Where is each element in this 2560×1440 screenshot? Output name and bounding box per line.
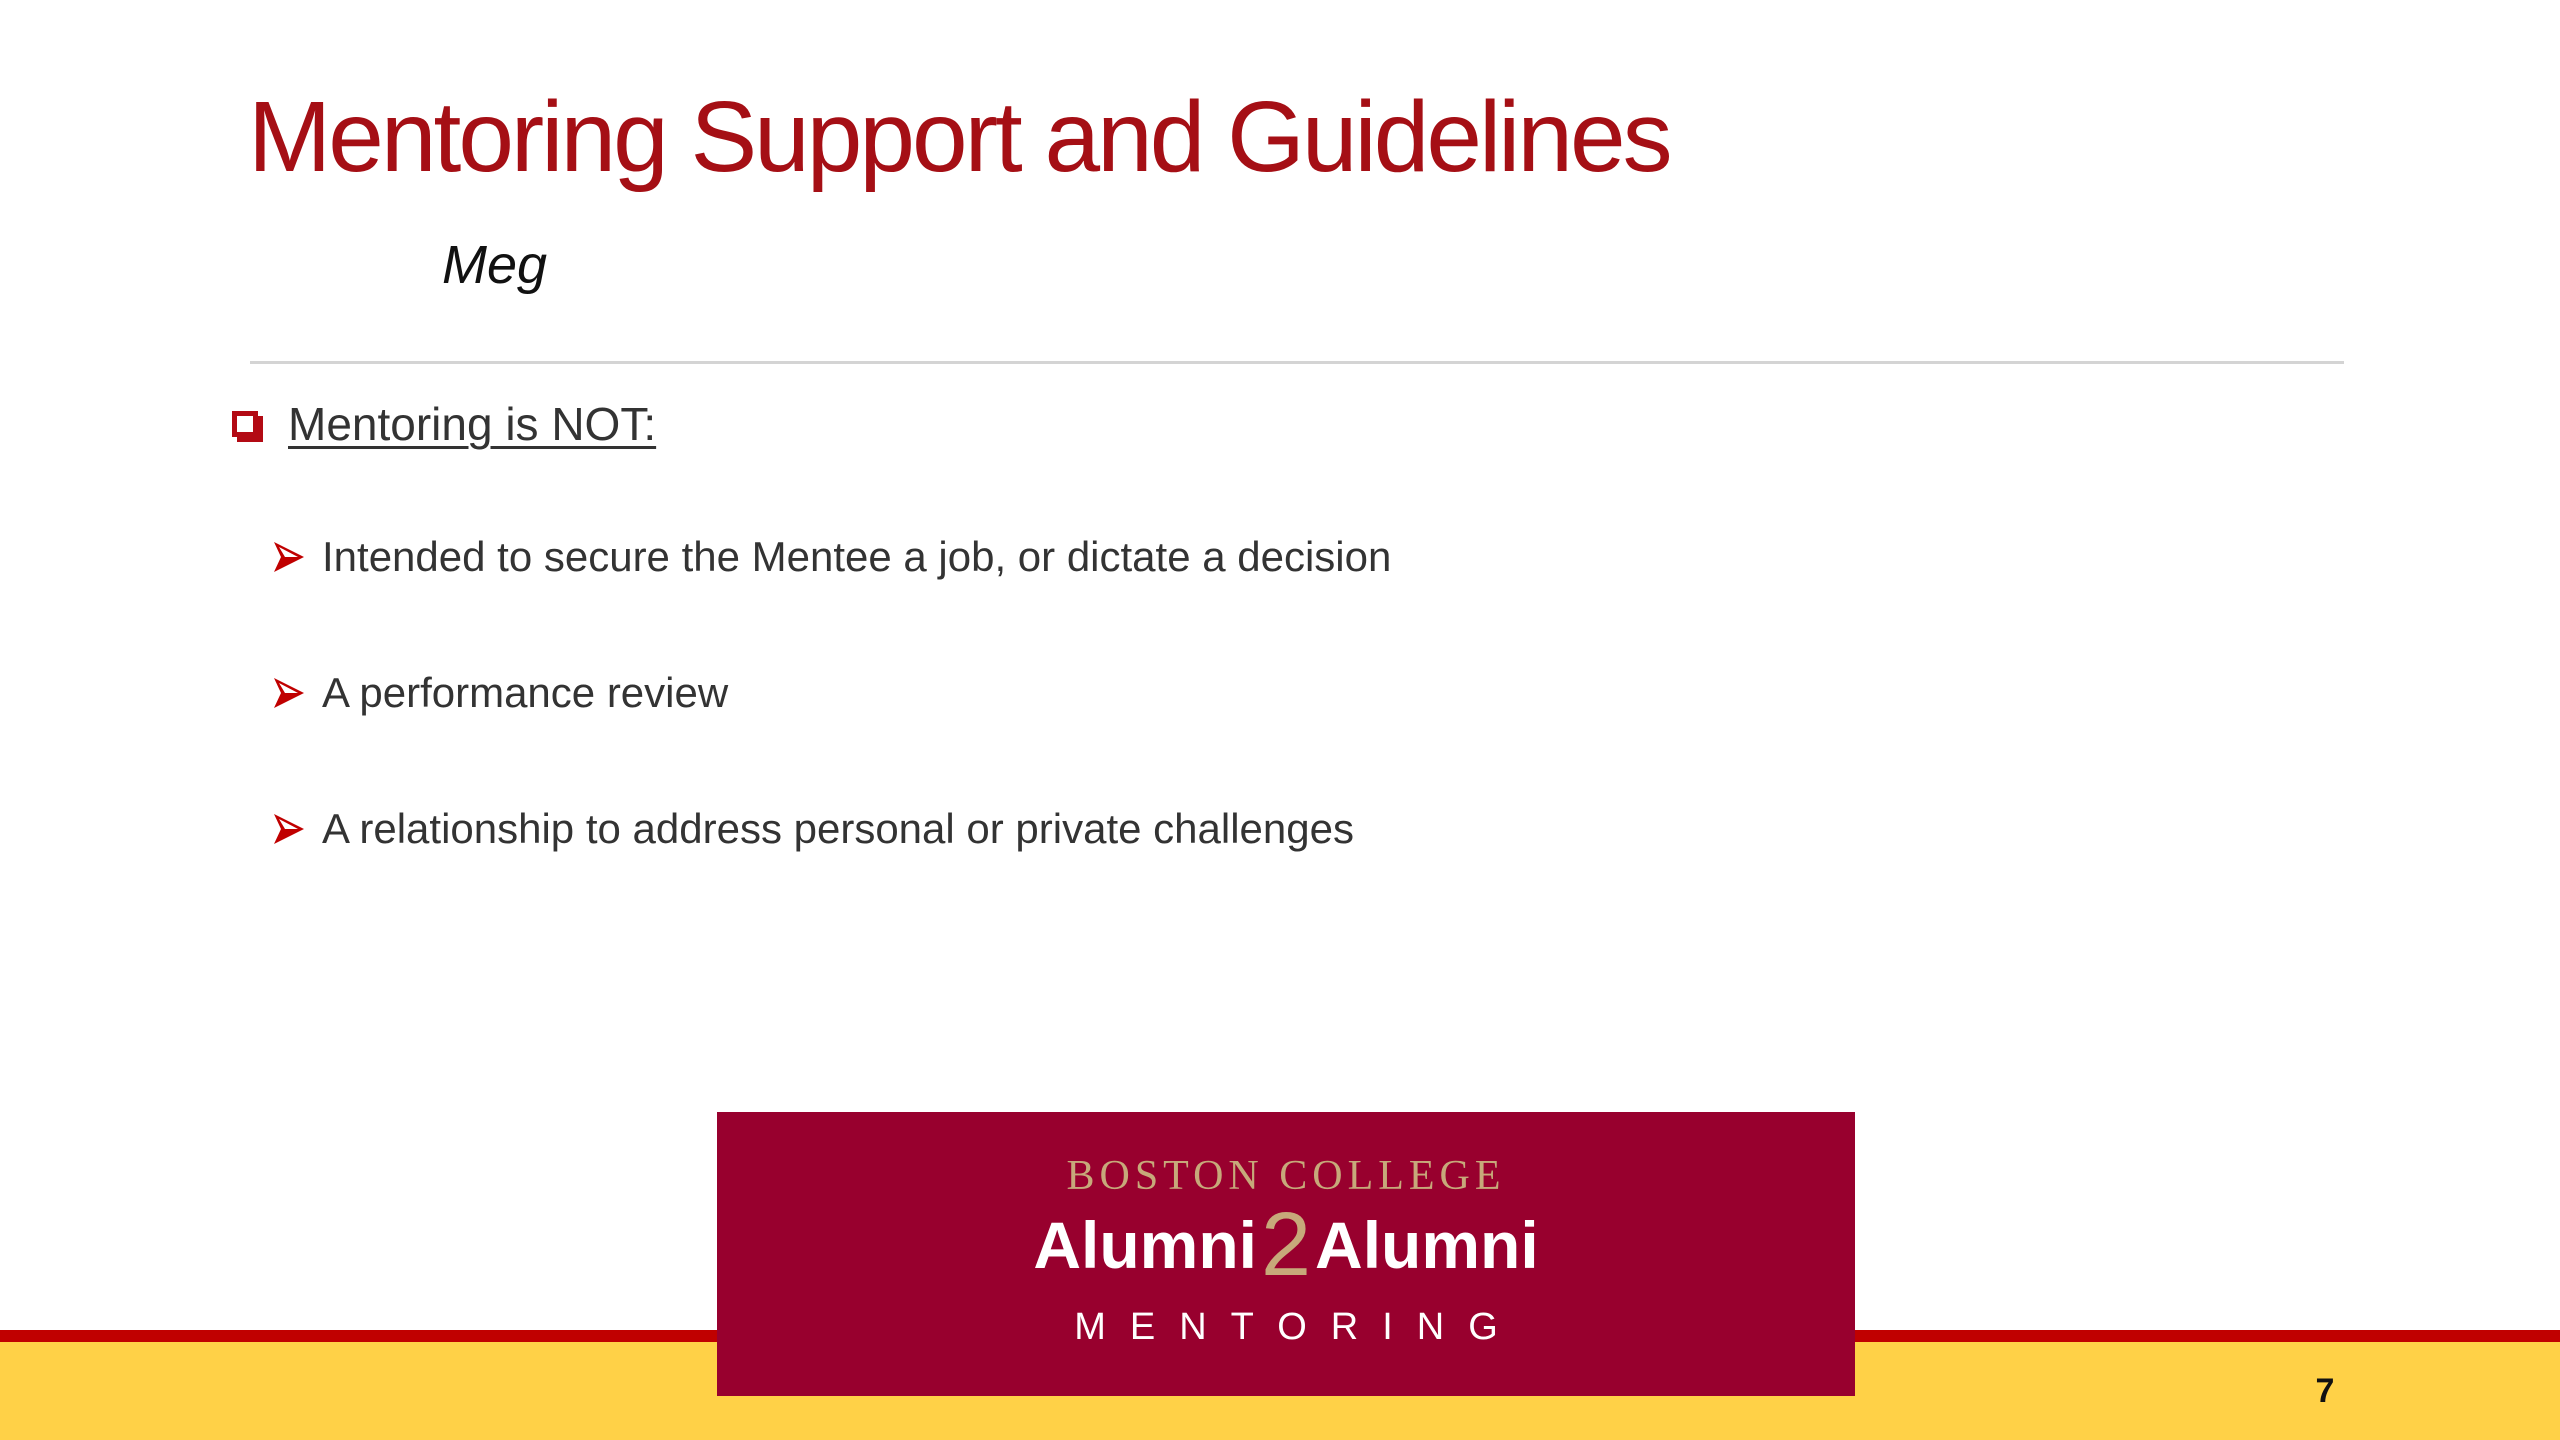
title-divider [250,361,2344,364]
section-heading-text: Mentoring is NOT: [288,398,657,450]
bullet-text: A relationship to address personal or private challenges [322,805,1354,852]
bullet-text: A performance review [322,669,729,716]
logo-wordmark [717,1195,1855,1295]
logo-alumni-left: Alumni [1033,1208,1257,1282]
logo-alumni-right: Alumni [1315,1208,1539,1282]
section-heading [232,394,656,454]
logo-two: 2 [1260,1195,1312,1295]
checkbox-icon [232,411,258,437]
bullet-item [272,797,1391,861]
slide-title: Mentoring Support and Guidelines [248,81,1670,193]
page-number: 7 [2315,1372,2335,1410]
arrow-icon [272,812,306,846]
bullet-item [272,661,1391,725]
bullet-text: Intended to secure the Mentee a job, or dictate a decision [322,533,1392,580]
arrow-icon [272,540,306,574]
bullet-list [272,525,1391,933]
presenter-name: Meg [442,235,548,295]
bullet-item [272,525,1391,589]
arrow-icon [272,676,306,710]
logo-college-name: BOSTON COLLEGE [1066,1153,1506,1199]
alumni-mentoring-logo [717,1112,1855,1396]
logo-mentoring: MENTORING [1074,1306,1522,1348]
